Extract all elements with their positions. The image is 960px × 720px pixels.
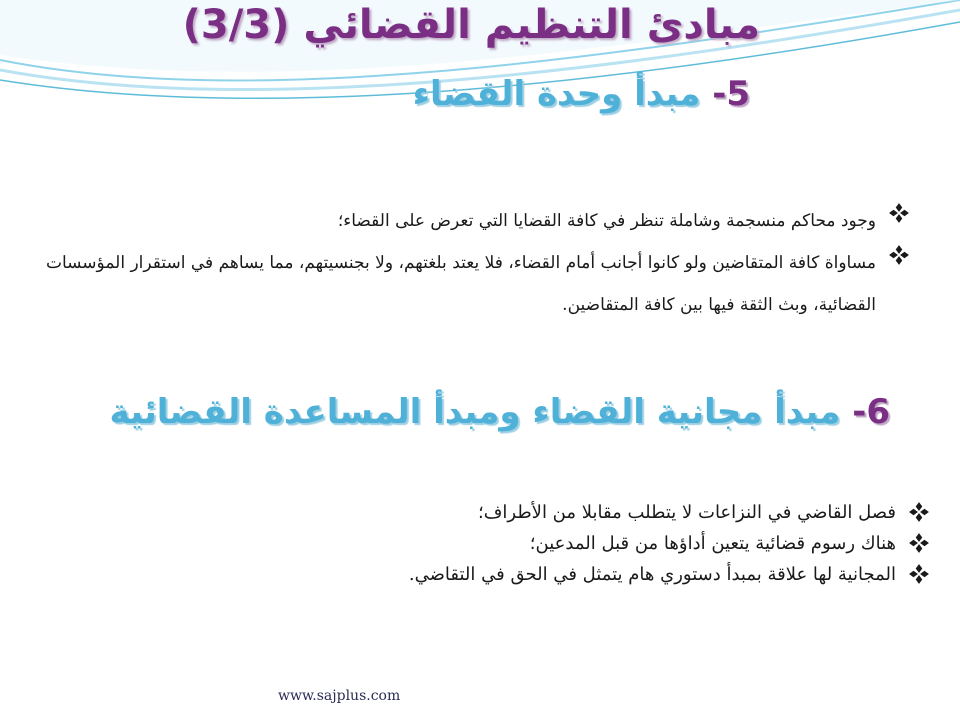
section-6-heading	[110, 392, 890, 432]
diamond-bullet-icon	[908, 563, 930, 585]
section-5-number: 5-	[712, 74, 750, 114]
diamond-bullet-icon	[908, 501, 930, 523]
section-5-heading	[413, 74, 750, 114]
list-item	[330, 497, 930, 528]
list-item	[330, 559, 930, 590]
section-6-bullet-text: المجانية لها علاقة بمبدأ دستوري هام يتمثل في الحق في التقاضي.	[408, 564, 896, 585]
section-6-bullet-list	[330, 497, 930, 590]
diamond-bullet-icon	[908, 532, 930, 554]
list-item	[30, 200, 910, 242]
diamond-bullet-icon	[888, 244, 910, 266]
slide-title: مبادئ التنظيم القضائي (3/3)	[182, 2, 760, 48]
list-item	[330, 528, 930, 559]
section-5-bullet-list	[30, 200, 910, 326]
section-6-heading-text: مبدأ مجانية القضاء ومبدأ المساعدة القضائية	[109, 392, 841, 432]
section-6-number: 6-	[852, 392, 890, 432]
footer-website: www.sajplus.com	[278, 688, 401, 704]
section-6-bullet-text: فصل القاضي في النزاعات لا يتطلب مقابلا من الأطراف؛	[478, 502, 896, 523]
section-5-bullet-text: مساواة كافة المتقاضين ولو كانوا أجانب أمام القضاء، فلا يعتد بلغتهم، ولا بجنسيتهم، مما يساهم في استقرار المؤسسات القضائية، وبث الثقة فيها بين كافة المتقاضين.	[45, 253, 876, 315]
diamond-bullet-icon	[888, 202, 910, 224]
section-6-bullet-text: هناك رسوم قضائية يتعين أداؤها من قبل المدعين؛	[529, 533, 896, 554]
section-5-bullet-text: وجود محاكم منسجمة وشاملة تنظر في كافة القضايا التي تعرض على القضاء؛	[337, 211, 876, 231]
list-item	[30, 242, 910, 326]
section-5-heading-text: مبدأ وحدة القضاء	[412, 74, 701, 114]
